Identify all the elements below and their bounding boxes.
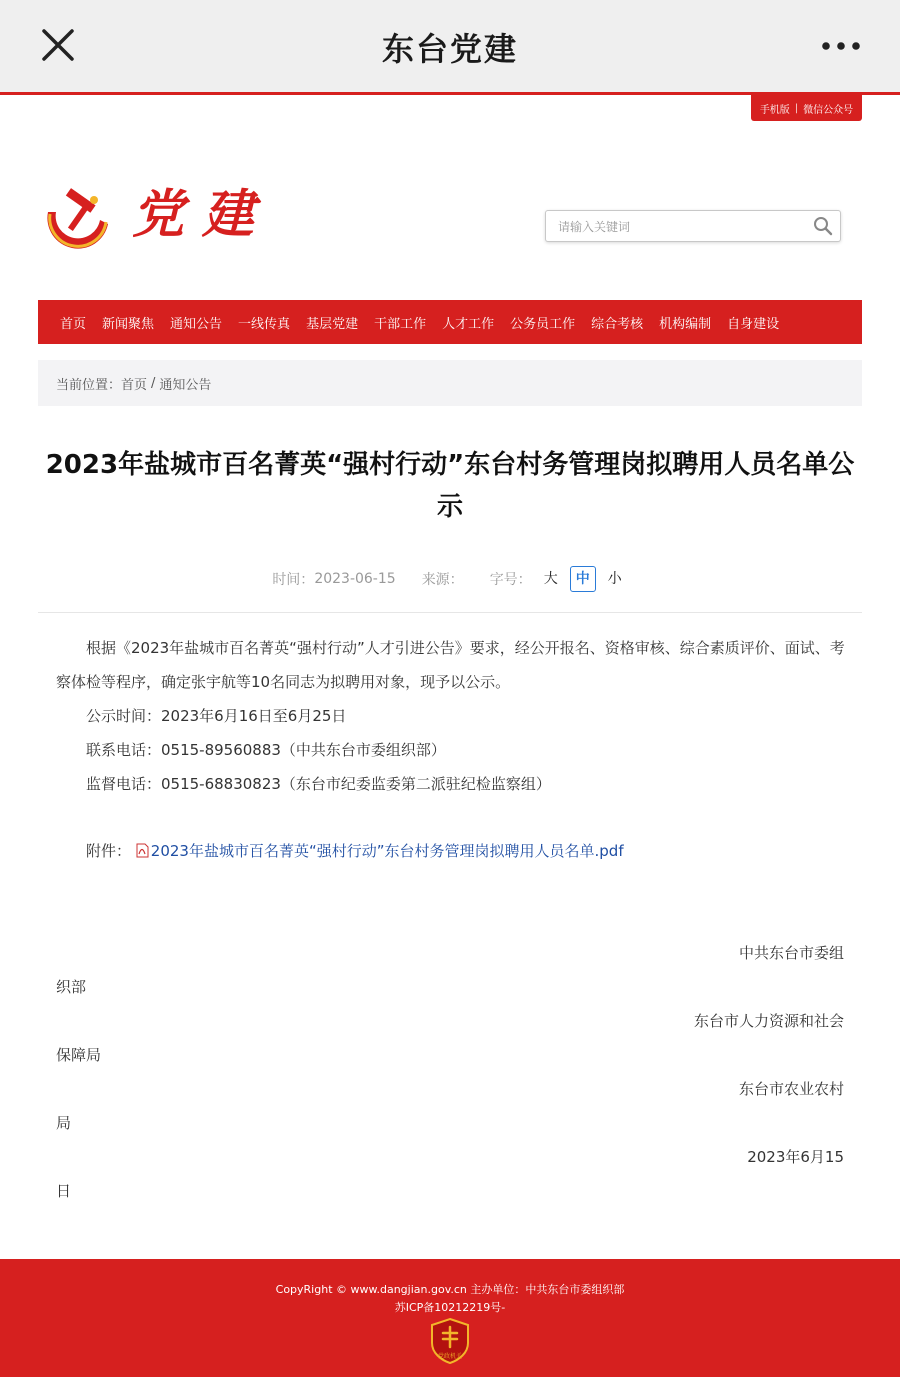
pdf-icon — [136, 843, 149, 858]
nav-item-news[interactable]: 新闻聚焦 — [102, 316, 155, 332]
notice-period: 公示时间：2023年6月16日至6月25日 — [86, 707, 347, 725]
font-size-large-button[interactable]: 大 — [543, 571, 558, 587]
search-input[interactable] — [556, 216, 800, 238]
main-nav — [38, 300, 862, 344]
footer-copyright: CopyRight © www.dangjian.gov.cn 主办单位：中共东台市委组织部 — [275, 1283, 625, 1296]
signature-date: 2023年6月15 — [747, 1148, 844, 1166]
nav-item-self-building[interactable]: 自身建设 — [727, 316, 780, 332]
font-size-small-button[interactable]: 小 — [607, 571, 622, 587]
attachment-link[interactable] — [136, 842, 624, 860]
intro-paragraph: 根据《2023年盐城市百名菁英“强村行动”人才引进公告》要求，经公开报名、资格审核、综合素质评价、面试、考察体检等程序，确定张宇航等10名同志为拟聘用对象，现予以公示。 — [56, 639, 845, 691]
attachment-filename[interactable]: 2023年盐城市百名菁英“强村行动”东台村务管理岗拟聘用人员名单.pdf — [150, 842, 624, 860]
signature-org-1-cont: 织部 — [56, 978, 87, 996]
attachment-row — [86, 836, 624, 866]
signature-org-3: 东台市农业农村 — [738, 1080, 844, 1098]
app-title: 东台党建 — [381, 30, 518, 68]
signature-org-2-cont: 保障局 — [56, 1046, 102, 1064]
contact-phone: 联系电话：0515-89560883（中共东台市委组织部） — [86, 741, 446, 759]
font-size-label: 字号： — [489, 572, 532, 588]
signature-org-2: 东台市人力资源和社会 — [693, 1012, 844, 1030]
signature-org-3-cont: 局 — [56, 1114, 72, 1132]
nav-item-grassroots[interactable]: 基层党建 — [306, 316, 359, 332]
breadcrumb-home[interactable]: 首页 — [121, 377, 148, 393]
government-badge-icon[interactable] — [428, 1317, 472, 1365]
article-meta — [0, 566, 900, 592]
breadcrumb-current[interactable]: 通知公告 — [159, 377, 212, 393]
quick-links-separator: | — [794, 102, 799, 114]
site-footer — [0, 1259, 900, 1377]
signature-date-cont: 日 — [56, 1182, 72, 1200]
nav-item-assessment[interactable]: 综合考核 — [591, 316, 644, 332]
supervision-phone: 监督电话：0515-68830823（东台市纪委监委第二派驻纪检监察组） — [86, 775, 551, 793]
search-icon[interactable] — [812, 216, 834, 236]
nav-item-frontline[interactable]: 一线传真 — [238, 316, 291, 332]
nav-item-home[interactable]: 首页 — [60, 316, 87, 332]
meta-divider — [38, 612, 862, 613]
breadcrumb — [38, 360, 862, 406]
search-box — [545, 210, 841, 242]
breadcrumb-prefix: 当前位置： — [56, 377, 122, 393]
mobile-version-link[interactable]: 手机版 — [759, 104, 790, 116]
source-label: 来源： — [421, 572, 464, 588]
quick-links — [751, 95, 862, 121]
attachment-label: 附件： — [86, 842, 132, 860]
wechat-account-link[interactable]: 微信公众号 — [803, 104, 854, 116]
time-label: 时间： — [272, 572, 315, 588]
font-size-medium-button[interactable]: 中 — [570, 566, 596, 592]
app-bar — [0, 0, 900, 92]
footer-icp[interactable]: 苏ICP备10212219号- — [394, 1301, 506, 1314]
hammer-sickle-icon — [47, 188, 108, 248]
more-button[interactable] — [818, 34, 864, 58]
site-logo[interactable] — [36, 172, 306, 252]
nav-item-civil-servants[interactable]: 公务员工作 — [510, 316, 576, 332]
footer-badge-text: 党政机关 — [437, 1353, 463, 1360]
nav-item-cadres[interactable]: 干部工作 — [374, 316, 427, 332]
article-title: 2023年盐城市百名菁英“强村行动”东台村务管理岗拟聘用人员名单公示 — [45, 450, 855, 522]
breadcrumb-separator: / — [151, 375, 156, 391]
nav-item-organization[interactable]: 机构编制 — [659, 316, 712, 332]
logo-text: 党建 — [132, 184, 273, 245]
nav-item-talent[interactable]: 人才工作 — [442, 316, 495, 332]
publish-date: 2023-06-15 — [314, 571, 396, 587]
nav-item-notices[interactable]: 通知公告 — [170, 316, 223, 332]
more-icon — [818, 34, 864, 58]
signature-org-1: 中共东台市委组 — [738, 944, 844, 962]
